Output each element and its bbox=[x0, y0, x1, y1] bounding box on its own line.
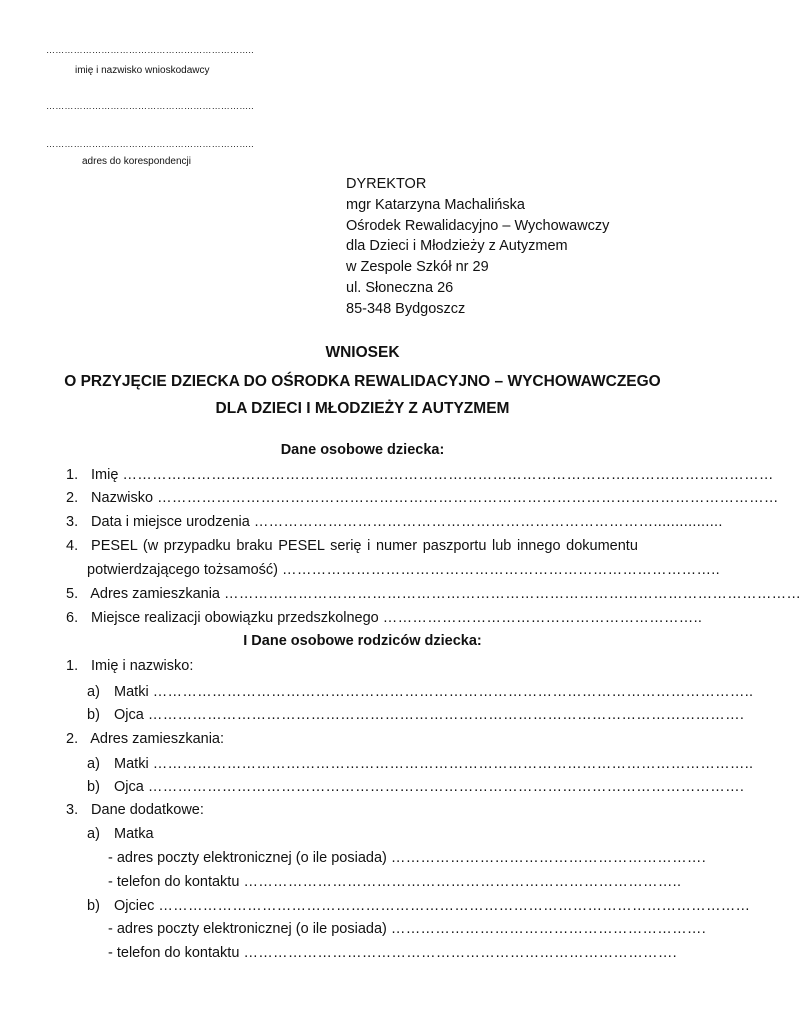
child-field-address[interactable] bbox=[66, 584, 801, 604]
fill-in-dots: ………………………………………………………………………………………………………….. bbox=[152, 756, 754, 772]
address-line-1: ………………………………………………………….. bbox=[46, 101, 254, 111]
parents-item-mother bbox=[87, 824, 487, 844]
document-subtitle-line-2: DLA DZIECI I MŁODZIEŻY Z AUTYZMEM bbox=[215, 400, 510, 417]
item-label: - adres poczty elektronicznej (o ile posiada) bbox=[108, 850, 387, 866]
document-title: WNIOSEK bbox=[325, 344, 400, 361]
item-number: 2. bbox=[66, 731, 79, 747]
father-field-email[interactable] bbox=[108, 919, 707, 939]
item-number: 1. bbox=[66, 658, 79, 674]
item-label: Imię i nazwisko: bbox=[91, 658, 194, 674]
recipient-block bbox=[346, 174, 609, 320]
field-number: 5. bbox=[66, 586, 79, 602]
fill-in-dots: ………………………………………………………. bbox=[390, 850, 707, 866]
field-label: Adres zamieszkania bbox=[90, 586, 220, 602]
field-label-continued: potwierdzającego tożsamość) bbox=[87, 562, 279, 578]
item-label: Ojca bbox=[114, 779, 144, 795]
item-label: - telefon do kontaktu bbox=[108, 874, 240, 890]
field-number: 3. bbox=[66, 514, 79, 530]
recipient-line: DYREKTOR bbox=[346, 176, 427, 192]
fill-in-dots: …………………………………………………………………………………………………………. bbox=[147, 707, 745, 723]
parents-field-father-name[interactable] bbox=[87, 705, 745, 725]
mother-field-email[interactable] bbox=[108, 848, 707, 868]
fill-in-dots: …………………………………………………………………………………………………………………… bbox=[122, 467, 774, 483]
item-number: b) bbox=[87, 707, 100, 723]
field-label: Miejsce realizacji obowiązku przedszkolnego bbox=[91, 610, 379, 626]
recipient-line: Ośrodek Rewalidacyjno – Wychowawczy bbox=[346, 217, 610, 234]
document-subtitle-line-1: O PRZYJĘCIE DZIECKA DO OŚRODKA REWALIDACYJNO – WYCHOWAWCZEGO bbox=[64, 373, 661, 390]
child-field-first-name[interactable] bbox=[66, 465, 774, 485]
parents-item-names bbox=[66, 656, 466, 676]
item-number: a) bbox=[87, 826, 100, 842]
fill-in-dots: …………………………………………………………………………….. bbox=[282, 562, 720, 578]
field-label: Nazwisko bbox=[91, 490, 154, 506]
item-label: - adres poczty elektronicznej (o ile posiada) bbox=[108, 921, 387, 937]
parents-item-address bbox=[66, 729, 466, 749]
field-number: 2. bbox=[66, 490, 79, 506]
recipient-line: dla Dzieci i Młodzieży z Autyzmem bbox=[346, 238, 568, 255]
recipient-line: ul. Słoneczna 26 bbox=[346, 279, 454, 296]
item-label: Matki bbox=[114, 684, 149, 700]
recipient-line: 85-348 Bydgoszcz bbox=[346, 300, 466, 317]
field-number: 1. bbox=[66, 467, 79, 483]
fill-in-dots: ……………………………………………………………………………………………………… bbox=[224, 586, 801, 602]
item-number: b) bbox=[87, 779, 100, 795]
item-number: a) bbox=[87, 684, 100, 700]
item-number: b) bbox=[87, 898, 100, 914]
item-label: Matka bbox=[114, 826, 154, 842]
field-label: Data i miejsce urodzenia bbox=[91, 514, 250, 530]
child-section-heading: Dane osobowe dziecka: bbox=[280, 442, 445, 458]
child-field-birth-date-place[interactable] bbox=[66, 512, 723, 532]
child-field-pesel-continued[interactable] bbox=[87, 560, 720, 580]
fill-in-dots: ……………………………………………………….. bbox=[382, 610, 703, 626]
item-label: Matki bbox=[114, 756, 149, 772]
parents-field-mother-name[interactable] bbox=[87, 682, 754, 702]
field-label: PESEL (w przypadku braku PESEL serię i numer paszportu lub innego dokumentu bbox=[91, 538, 638, 554]
fill-in-dots: ………………………………………………………………………………………………………….. bbox=[152, 684, 754, 700]
fill-in-dots: ………………………………………………………………………................ bbox=[253, 514, 723, 530]
item-label: - telefon do kontaktu bbox=[108, 945, 240, 961]
fill-in-dots: …………………………………………………………………………………………………………. bbox=[147, 779, 745, 795]
fill-in-dots: ……………………………………………………………………………. bbox=[243, 945, 677, 961]
fill-in-dots: ……………………………………………………………………………………………………………… bbox=[157, 490, 779, 506]
item-label: Ojca bbox=[114, 707, 144, 723]
fill-in-dots: …………………………………………………………………………….. bbox=[243, 874, 682, 890]
child-field-surname[interactable] bbox=[66, 488, 779, 508]
parents-section-heading: I Dane osobowe rodziców dziecka: bbox=[243, 633, 482, 649]
item-label: Adres zamieszkania: bbox=[90, 731, 225, 747]
recipient-line: mgr Katarzyna Machalińska bbox=[346, 196, 525, 213]
parents-item-additional bbox=[66, 800, 466, 820]
item-number: 3. bbox=[66, 802, 79, 818]
fill-in-dots: ………………………………………………………. bbox=[390, 921, 707, 937]
fill-in-dots: ………………………………………………………………………………………………………… bbox=[158, 898, 751, 914]
field-number: 6. bbox=[66, 610, 79, 626]
parents-field-father-address[interactable] bbox=[87, 777, 745, 797]
applicant-name-caption: imię i nazwisko wnioskodawcy bbox=[75, 65, 210, 76]
applicant-name-line: ………………………………………………………….. bbox=[46, 45, 254, 55]
item-label: Ojciec bbox=[114, 898, 155, 914]
item-number: a) bbox=[87, 756, 100, 772]
child-field-preschool-place[interactable] bbox=[66, 608, 703, 628]
address-line-2: ………………………………………………………….. bbox=[46, 139, 254, 149]
father-field-phone[interactable] bbox=[108, 943, 677, 963]
recipient-line: w Zespole Szkół nr 29 bbox=[346, 259, 489, 276]
item-label: Dane dodatkowe: bbox=[91, 802, 204, 818]
child-field-pesel[interactable] bbox=[66, 536, 686, 556]
parents-field-father[interactable] bbox=[87, 896, 751, 916]
field-number: 4. bbox=[66, 538, 79, 554]
field-label: Imię bbox=[91, 467, 119, 483]
mother-field-phone[interactable] bbox=[108, 872, 682, 892]
parents-field-mother-address[interactable] bbox=[87, 754, 754, 774]
address-caption: adres do korespondencji bbox=[82, 156, 191, 167]
